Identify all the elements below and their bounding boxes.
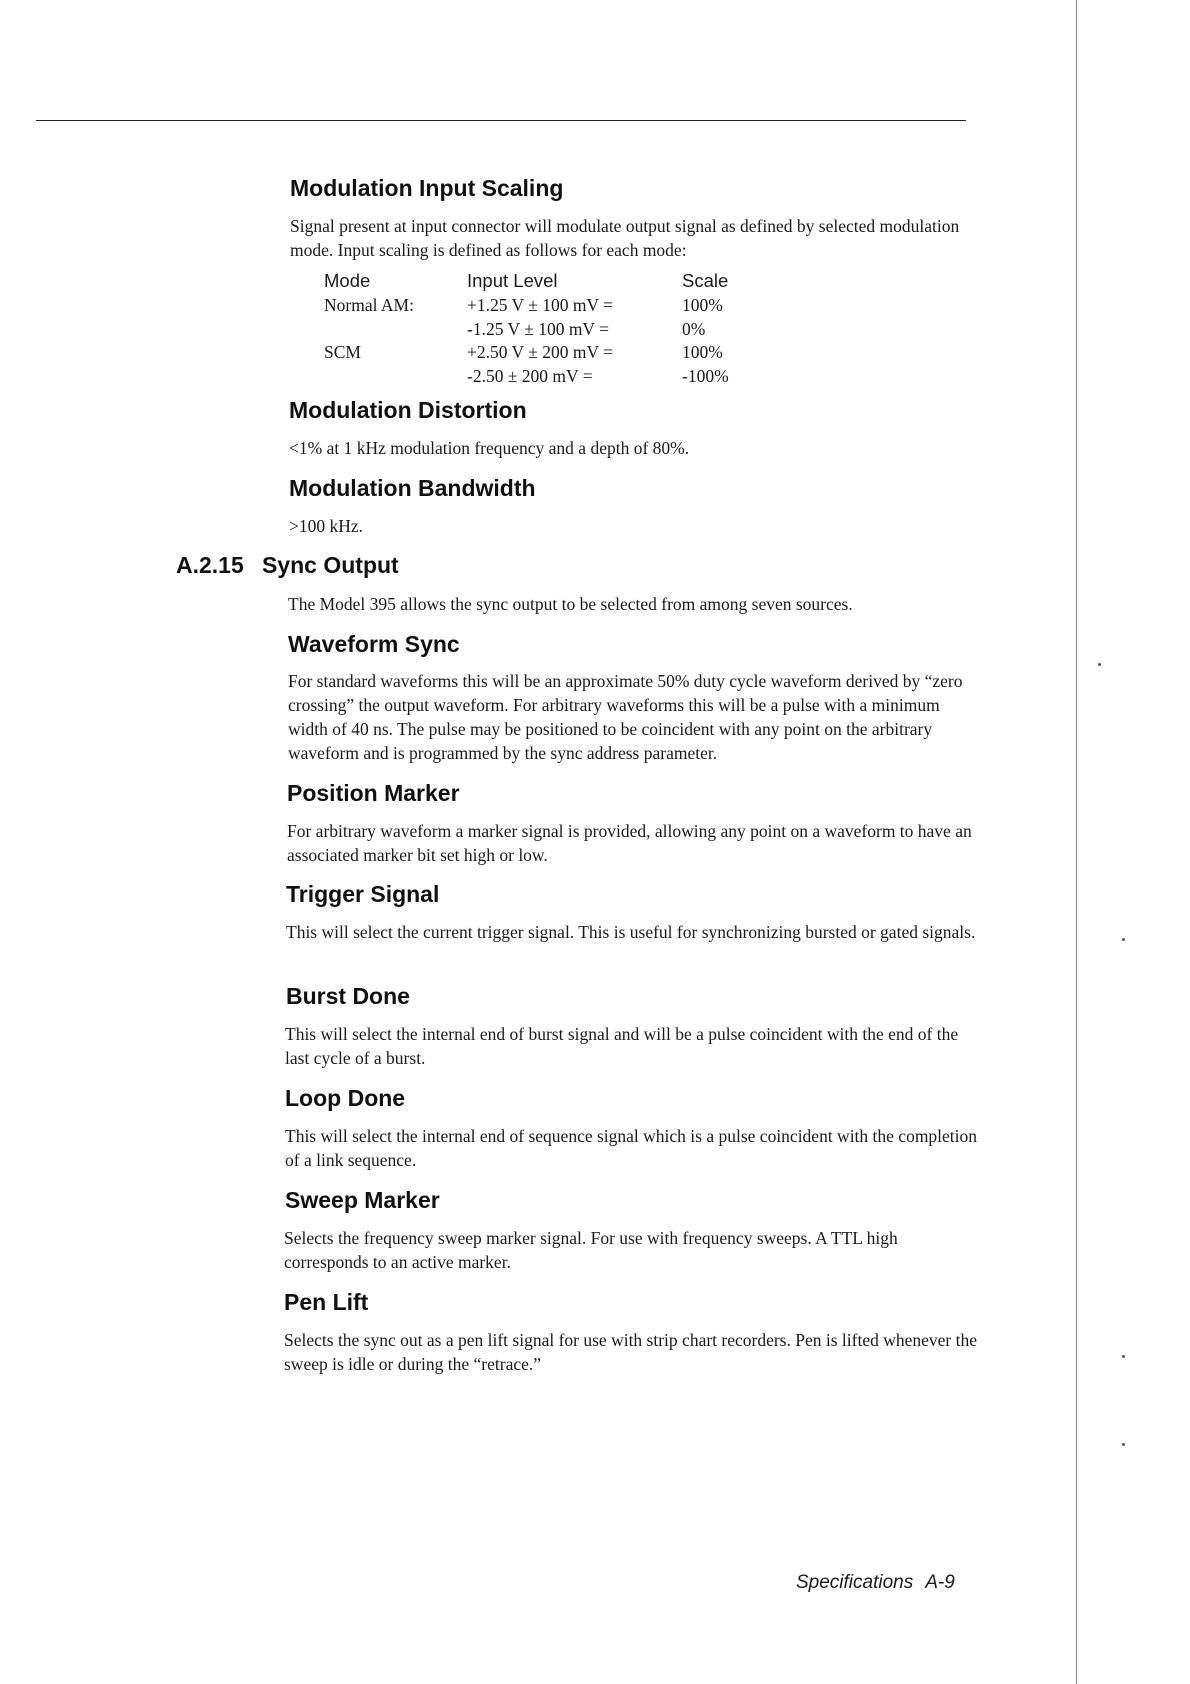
column-header-input-level: Input Level: [467, 270, 558, 291]
table-row: [324, 294, 762, 318]
modulation-input-scaling-heading: Modulation Input Scaling: [290, 175, 564, 201]
table-cell-mode: Normal AM:: [324, 295, 414, 316]
loop-done-heading: Loop Done: [285, 1085, 406, 1111]
table-row: [324, 318, 762, 342]
input-scaling-table: [324, 268, 762, 388]
section-title: Sync Output: [262, 552, 399, 578]
scan-speck: [1122, 1443, 1125, 1446]
table-row: [324, 365, 762, 389]
page-footer: [796, 1572, 955, 1594]
position-marker-heading: Position Marker: [287, 780, 460, 806]
scan-speck: [1122, 938, 1125, 941]
scan-speck: [1122, 1355, 1125, 1358]
sync-output-section-heading: [176, 552, 399, 579]
section-number: A.2.15: [176, 552, 244, 578]
column-header-mode: Mode: [324, 270, 371, 291]
footer-section-name: Specifications: [796, 1572, 914, 1593]
modulation-input-scaling-text: Signal present at input connector will modulate output signal as defined by selected modulation mode. Input scaling is defined as follows for each mode:: [290, 216, 960, 260]
modulation-bandwidth-text: >100 kHz.: [289, 516, 364, 536]
table-cell-input-level: -1.25 V ± 100 mV =: [467, 318, 609, 339]
scan-speck: [1098, 663, 1101, 666]
burst-done-text: This will select the internal end of burst signal and will be a pulse coincident with the end of the last cycle of a burst.: [285, 1024, 959, 1068]
table-header-row: [324, 268, 762, 294]
column-header-scale: Scale: [682, 270, 729, 291]
table-cell-scale: 0%: [682, 318, 706, 339]
sweep-marker-text: Selects the frequency sweep marker signal. For use with frequency sweeps. A TTL high corresponds to an active marker.: [284, 1228, 898, 1272]
page-number: A-9: [925, 1572, 955, 1593]
table-cell-input-level: -2.50 ± 200 mV =: [467, 365, 593, 386]
table-cell-mode: SCM: [324, 342, 361, 363]
table-cell-input-level: +2.50 V ± 200 mV =: [467, 342, 614, 363]
top-rule: [36, 120, 966, 121]
pen-lift-text: Selects the sync out as a pen lift signal for use with strip chart recorders. Pen is lifted whenever the sweep is idle or during the “retrace.”: [284, 1330, 977, 1374]
waveform-sync-text: For standard waveforms this will be an approximate 50% duty cycle waveform derived by “zero crossing” the output waveform. For arbitrary waveforms this will be a pulse with a minimum width of 40 ns. The pulse may be positioned to be coincident with any point on the arbitrary waveform and is programmed by the sync address parameter.: [288, 671, 963, 763]
sweep-marker-heading: Sweep Marker: [285, 1187, 440, 1213]
modulation-bandwidth-heading: Modulation Bandwidth: [289, 475, 536, 501]
trigger-signal-text: This will select the current trigger signal. This is useful for synchronizing bursted or gated signals.: [286, 922, 976, 942]
table-cell-scale: 100%: [682, 342, 723, 363]
table-cell-input-level: +1.25 V ± 100 mV =: [467, 295, 614, 316]
position-marker-text: For arbitrary waveform a marker signal is provided, allowing any point on a waveform to have an associated marker bit set high or low.: [287, 821, 972, 865]
table-cell-mode: [324, 318, 467, 342]
waveform-sync-heading: Waveform Sync: [288, 631, 460, 657]
sync-output-intro: The Model 395 allows the sync output to be selected from among seven sources.: [288, 594, 853, 614]
table-cell-scale: -100%: [682, 365, 729, 386]
scan-edge-line: [1076, 0, 1077, 1684]
burst-done-heading: Burst Done: [286, 983, 410, 1009]
table-cell-scale: 100%: [682, 295, 723, 316]
pen-lift-heading: Pen Lift: [284, 1289, 369, 1315]
modulation-distortion-text: <1% at 1 kHz modulation frequency and a depth of 80%.: [289, 438, 690, 458]
modulation-distortion-heading: Modulation Distortion: [289, 397, 527, 423]
loop-done-text: This will select the internal end of sequence signal which is a pulse coincident with the completion of a link sequence.: [285, 1126, 978, 1170]
table-row: [324, 341, 762, 365]
trigger-signal-heading: Trigger Signal: [286, 881, 440, 907]
table-cell-mode: [324, 365, 467, 389]
